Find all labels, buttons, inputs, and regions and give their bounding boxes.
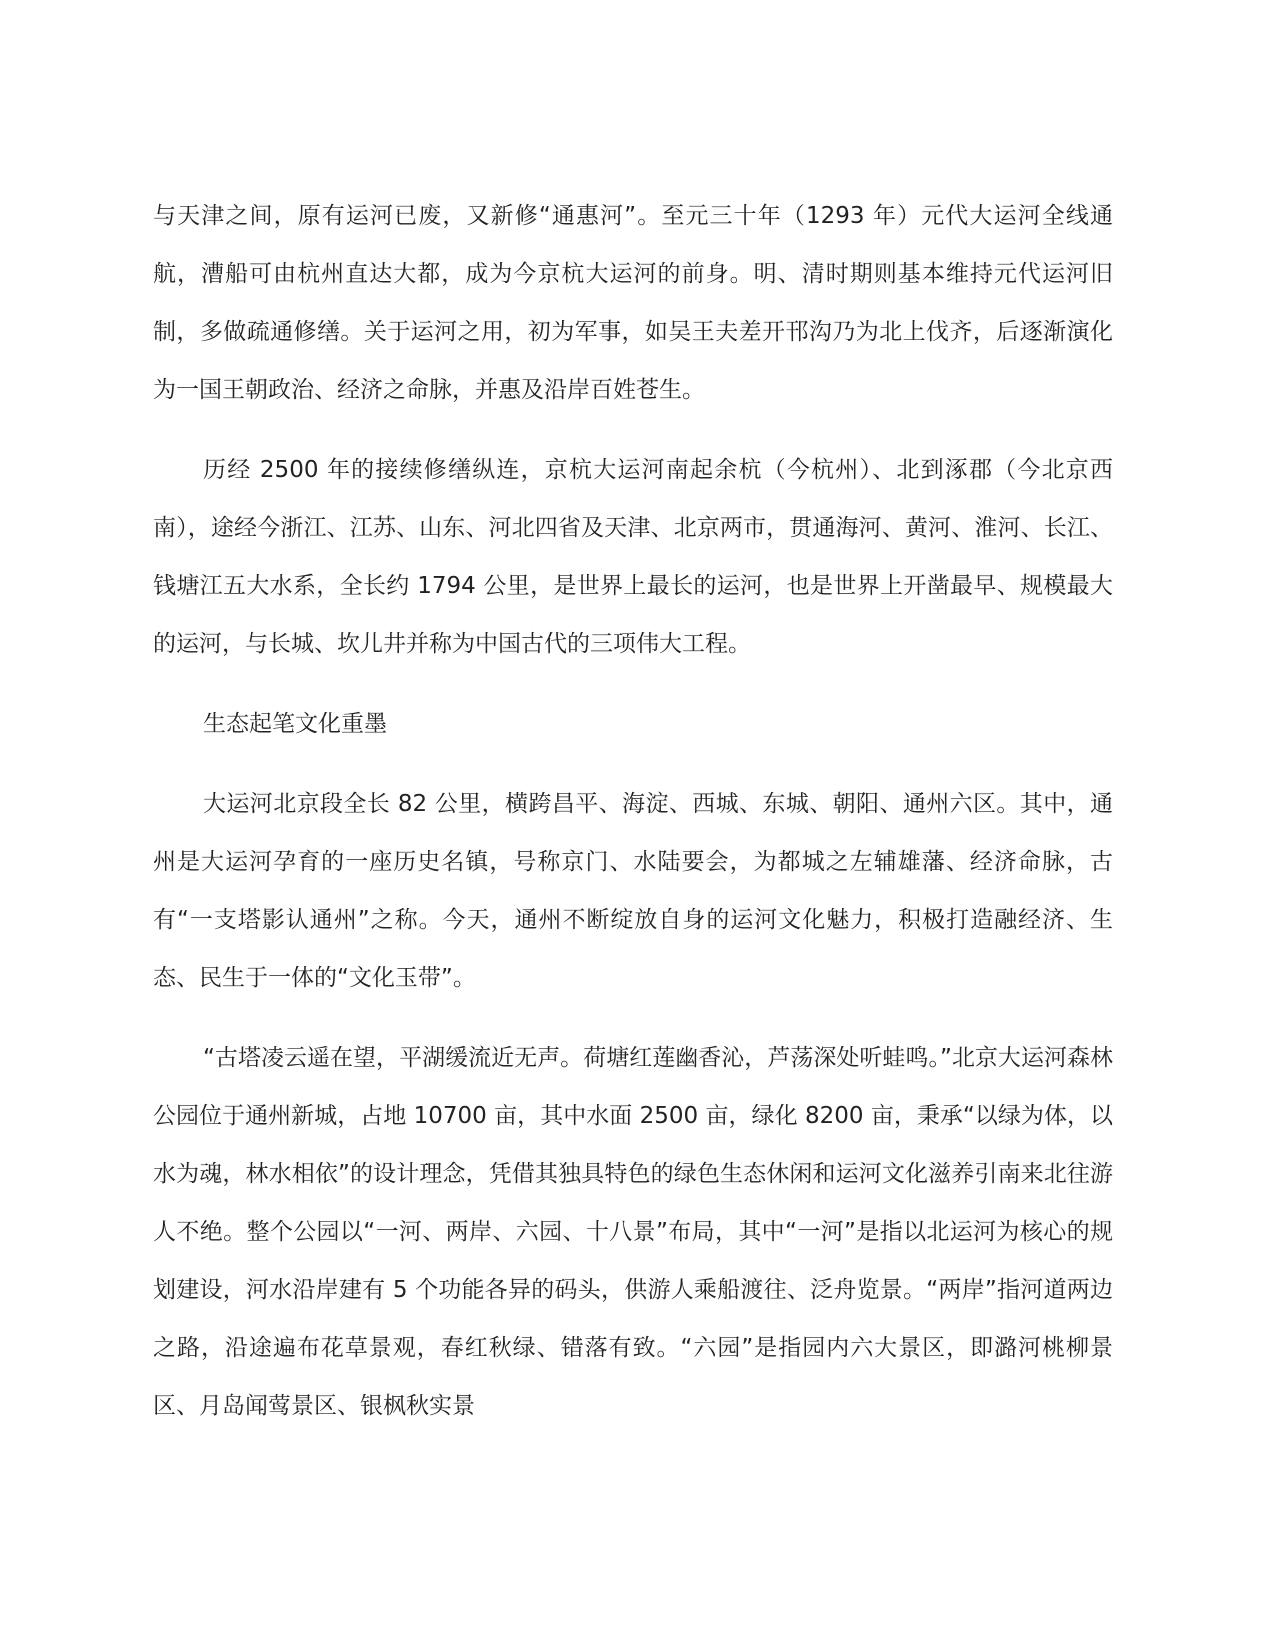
- paragraph-grand-canal-yuan-dynasty: 与天津之间，原有运河已废，又新修“通惠河”。至元三十年（1293 年）元代大运河全线通航，漕船可由杭州直达大都，成为今京杭大运河的前身。明、清时期则基本维持元代运河旧制，多做疏通修缮。关于运河之用，初为军事，如吴王夫差开邗沟乃为北上伐齐，后逐渐演化为一国王朝政治、经济之命脉，并惠及沿岸百姓苍生。: [153, 203, 1113, 403]
- section-heading: 生态起笔文化重墨: [203, 711, 387, 737]
- paragraph-grand-canal-overview: 历经 2500 年的接续修缮纵连，京杭大运河南起余杭（今杭州）、北到涿郡（今北京西南），途经今浙江、江苏、山东、河北四省及天津、北京两市，贯通海河、黄河、淮河、长江、钱塘江五大水系，全长约 1794 公里，是世界上最长的运河，也是世界上开凿最早、规模最大的运河，与长城、坎儿井并称为中国古代的三项伟大工程。: [153, 457, 1113, 657]
- paragraph-forest-park: “古塔凌云遥在望，平湖缓流近无声。荷塘红莲幽香沁，芦荡深处听蛙鸣。”北京大运河森林公园位于通州新城，占地 10700 亩，其中水面 2500 亩，绿化 8200 亩，秉承“以绿为体，以水为魂，林水相依”的设计理念，凭借其独具特色的绿色生态休闲和运河文化滋养引南来北往游人不绝。整个公园以“一河、两岸、六园、十八景”布局，其中“一河”是指以北运河为核心的规划建设，河水沿岸建有 5 个功能各异的码头，供游人乘船渡往、泛舟览景。“两岸”指河道两边之路，沿途遍布花草景观，春红秋绿、错落有致。“六园”是指园内六大景区，即潞河桃柳景区、月岛闻莺景区、银枫秋实景: [153, 1045, 1113, 1419]
- document-body: [153, 187, 1113, 1457]
- paragraph-beijing-section: 大运河北京段全长 82 公里，横跨昌平、海淀、西城、东城、朝阳、通州六区。其中，通州是大运河孕育的一座历史名镇，号称京门、水陆要会，为都城之左辅雄藩、经济命脉，古有“一支塔影认通州”之称。今天，通州不断绽放自身的运河文化魅力，积极打造融经济、生态、民生于一体的“文化玉带”。: [153, 791, 1113, 991]
